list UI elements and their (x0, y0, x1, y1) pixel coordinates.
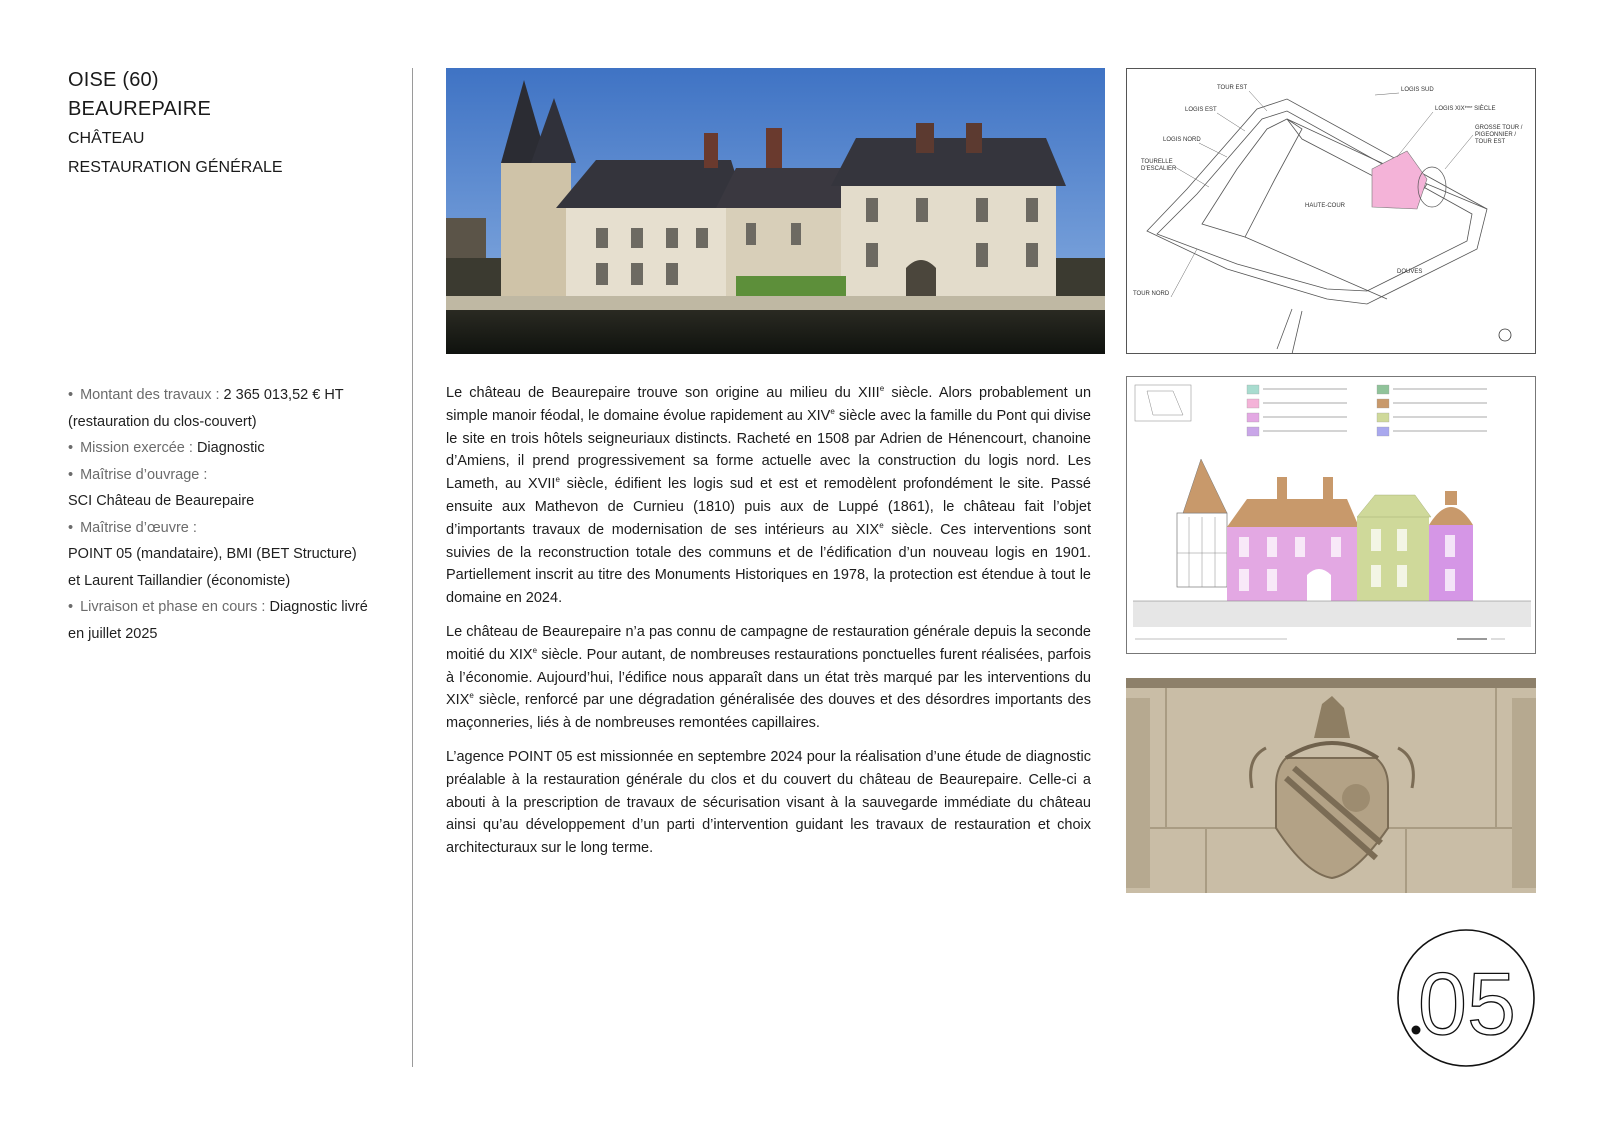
info-mission-label: Mission exercée : (80, 440, 193, 456)
logo-text: 05 (1418, 954, 1516, 1053)
paragraph-state (446, 621, 1091, 735)
vertical-divider (412, 68, 413, 1067)
plan-label-grosse-tour-2: PIGEONNIER / (1475, 132, 1517, 138)
paragraph-history (446, 382, 1091, 610)
plan-label-tour-est: TOUR EST (1217, 85, 1248, 91)
p1-part-b: siècle. Alors probablement un simple manoir féodal, le domaine évolue rapidement au XIV (446, 385, 1092, 424)
info-amount-note: (restauration du clos-couvert) (68, 413, 257, 430)
plan-label-logis-xix-a: LOGIS XIX (1435, 106, 1465, 112)
plan-label-logis-sud: LOGIS SUD (1401, 87, 1434, 93)
p1-sup-4: e (879, 520, 884, 530)
axonometric-plan (1126, 68, 1536, 354)
plan-label-logis-est: LOGIS EST (1185, 107, 1217, 113)
plan-label-logis-xix (1435, 104, 1495, 112)
p1-part-d: siècle, édifient les logis sud et est et remodèlent profondément le site. Passé ensuite aux Mathevon de Curnieu (1810) puis aux de Luppé (1861), le château fait l’objet d’importants travaux de modernisation de ses intérieurs au XIX (446, 476, 1091, 538)
p1-part-c: siècle avec la famille du Pont qui divise le site en trois hôtels seigneuriaux distincts. Racheté en 1508 par Adrien de Hénencourt, chanoine d’Amiens, il prend progressivement sa forme actuelle avec la construction du logis nord. Les Lameth, au XVII (446, 407, 1091, 493)
chateau-photo (446, 68, 1105, 354)
plan-label-tour-nord: TOUR NORD (1133, 291, 1170, 297)
project-operation: RESTAURATION GÉNÉRALE (68, 159, 283, 176)
p1-sup-2: e (830, 406, 835, 416)
project-header (68, 66, 388, 182)
info-contractor-value-1: POINT 05 (mandataire), BMI (BET Structure) (68, 546, 357, 562)
p1-sup-3: e (555, 475, 560, 485)
info-owner: • Maîtrise d’ouvrage : (68, 466, 208, 483)
plan-label-escalier: D’ESCALIER (1141, 166, 1177, 172)
p2-part-b: siècle. Pour autant, de nombreuses restaurations ponctuelles furent réalisées, parfois à l’économie. Aujourd’hui, l’édifice nous apparaît dans un état très marqué par les interventions du XIX (446, 646, 1091, 709)
info-delivery-label: Livraison et phase en cours : (80, 599, 266, 615)
info-mission: • Mission exercée : Diagnostic (68, 440, 265, 456)
info-contractor-label: Maîtrise d’œuvre : (80, 519, 197, 536)
plan-label-douves: DOUVES (1397, 269, 1423, 275)
info-delivery: • Livraison et phase en cours : Diagnostic livré (68, 599, 368, 615)
plan-label-grosse-tour-1: GROSSE TOUR / (1475, 125, 1523, 131)
p1-sup-1: e (879, 384, 885, 394)
info-delivery-value-1: Diagnostic livré (269, 599, 368, 615)
info-owner-value: SCI Château de Beaurepaire (68, 493, 255, 509)
project-info (68, 382, 388, 647)
p2-sup-1: e (532, 645, 538, 655)
point05-logo (1396, 928, 1536, 1068)
project-town: BEAUREPAIRE (68, 98, 211, 120)
plan-label-haute-cour: HAUTE-COUR (1305, 203, 1345, 209)
plan-label-logis-xix-sup: ème (1464, 104, 1473, 109)
p2-sup-2: e (469, 691, 474, 701)
paragraph-mission: L’agence POINT 05 est missionnée en septembre 2024 pour la réalisation d’une étude de diagnostic préalable à la restauration générale du clos et du couvert du château de Beaurepaire. Celle-ci a abouti à la prescription de travaux de sécurisation visant à la sauvegarde immédiate du château ainsi qu’au développement d’un parti d’intervention guidant les travaux de restauration et choix architecturaux sur le long terme. (446, 748, 1091, 857)
coat-of-arms-photo (1126, 678, 1536, 893)
info-contractor-value-2: et Laurent Taillandier (économiste) (68, 572, 291, 589)
p1-part-e: siècle. Ces interventions sont suivies de la reconstruction totale des communs et de l’édification d’un nouveau logis en 1901. Partiellement inscrit au titre des Monuments Historiques en 1978, la protection est étendue à tout le domaine en 2024. (446, 521, 1092, 607)
project-department: OISE (60) (68, 69, 159, 91)
plan-label-logis-nord: LOGIS NORD (1163, 137, 1201, 143)
p2-part-a: Le château de Beaurepaire n’a pas connu de campagne de restauration générale depuis la seconde moitié du XIX (446, 623, 1091, 663)
p1-part-a: Le château de Beaurepaire trouve son origine au milieu du XIII (446, 385, 880, 401)
info-delivery-value-2: en juillet 2025 (68, 625, 158, 642)
info-amount-label: Montant des travaux : (80, 387, 220, 403)
project-description (446, 382, 1091, 871)
plan-label-tourelle: TOURELLE (1141, 159, 1173, 165)
project-building: CHÂTEAU (68, 130, 145, 147)
plan-label-logis-xix-b: SIÈCLE (1472, 106, 1496, 112)
phasing-elevation (1126, 376, 1536, 654)
info-contractor: • Maîtrise d’œuvre : (68, 519, 197, 536)
p2-part-c: siècle, renforcé par une dégradation généralisée des douves et des désordres importants des maçonneries, liés à de nombreuses remontées capillaires. (446, 692, 1091, 732)
info-amount-value: 2 365 013,52 € HT (223, 387, 344, 403)
info-amount: • Montant des travaux : 2 365 013,52 € HT (68, 387, 344, 403)
info-mission-value: Diagnostic (196, 440, 265, 456)
info-owner-label: Maîtrise d’ouvrage : (80, 466, 208, 483)
plan-label-grosse-tour-3: TOUR EST (1475, 139, 1506, 145)
